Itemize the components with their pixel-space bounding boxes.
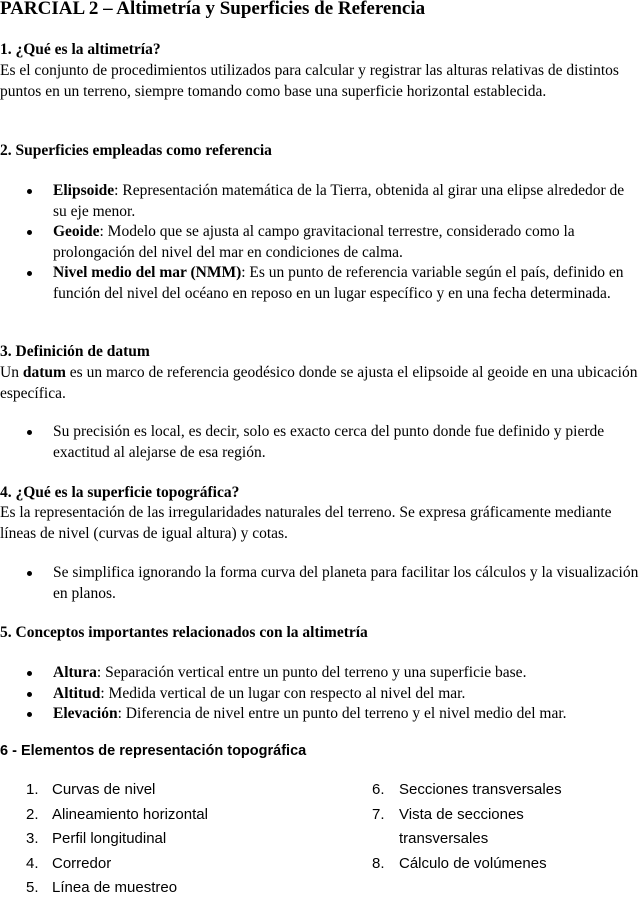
list-item-text: Secciones transversales [399, 781, 562, 798]
bullet-icon [27, 571, 32, 576]
bullet-icon [27, 692, 32, 697]
list-item [0, 222, 639, 263]
section-4-heading: 4. ¿Qué es la superficie topográfica? [0, 484, 240, 501]
list-item [372, 803, 562, 828]
list-item [372, 852, 562, 877]
list-item [0, 663, 639, 684]
list-number: 7. [372, 805, 385, 823]
list-number: 4. [26, 854, 39, 872]
section-2-heading: 2. Superficies empleadas como referencia [0, 142, 272, 159]
list-number: 3. [26, 830, 39, 848]
list-item [0, 803, 208, 828]
definition: : Es un punto de referencia variable según el país, definido en función del nivel del océano en reposo en un lugar específico y en una fecha determinada. [53, 264, 624, 302]
section-6-heading: 6 - Elementos de representación topográfica [0, 743, 307, 759]
term: Elipsoide [53, 182, 115, 199]
definition: : Medida vertical de un lugar con respecto al nivel del mar. [100, 684, 466, 702]
section-6-list-left [0, 778, 208, 901]
list-number: 8. [372, 854, 385, 872]
list-number: 5. [26, 879, 39, 897]
section-1-heading: 1. ¿Qué es la altimetría? [0, 41, 161, 58]
definition: : Separación vertical entre un punto del terreno y una superficie base. [96, 664, 527, 681]
section-6-list-right [372, 778, 562, 876]
bullet-icon [27, 430, 32, 435]
term: Elevación [53, 705, 118, 722]
section-2-list [0, 181, 639, 304]
term: Altura [53, 664, 97, 681]
text-fragment: es un marco de referencia geodésico donde se ajusta el elipsoide al geoide en una ubicación específica. [0, 364, 638, 402]
section-5-heading: 5. Conceptos importantes relacionados con la altimetría [0, 624, 368, 641]
term: Nivel medio del mar (NMM) [53, 264, 242, 281]
list-item [0, 778, 208, 803]
list-item-text: transversales [399, 830, 489, 848]
list-item-text: Vista de secciones [399, 805, 524, 823]
term: datum [22, 364, 66, 381]
list-item-text: Su precisión es local, es decir, solo es exacto cerca del punto donde fue definido y pierde exactitud al alejarse de esa región. [53, 423, 605, 461]
list-item [0, 827, 208, 852]
section-3-list [0, 422, 639, 463]
section-4-text: Es la representación de las irregularidades naturales del terreno. Se expresa gráficamente mediante líneas de nivel (curvas de igual altura) y cotas. [0, 504, 612, 542]
definition: : Modelo que se ajusta al campo gravitacional terrestre, considerado como la prolongación del nivel del mar en condiciones de calma. [53, 223, 575, 261]
list-item-text: Línea de muestreo [52, 879, 178, 897]
list-item [0, 181, 639, 222]
section-1-text: Es el conjunto de procedimientos utilizados para calcular y registrar las alturas relativas de distintos puntos en un terreno, siempre tomando como base una superficie horizontal establecida. [0, 62, 619, 100]
list-item [0, 263, 639, 304]
section-5-list [0, 663, 639, 725]
bullet-icon [27, 712, 32, 717]
list-item-text: Alineamiento horizontal [52, 805, 208, 823]
bullet-icon [27, 671, 32, 676]
section-3-heading: 3. Definición de datum [0, 343, 150, 360]
bullet-icon [27, 230, 32, 235]
list-item [372, 827, 562, 852]
list-item [0, 563, 639, 604]
definition: : Representación matemática de la Tierra, obtenida al girar una elipse alrededor de su eje menor. [53, 182, 625, 220]
term: Geoide [53, 223, 100, 240]
list-item [0, 704, 639, 725]
section-4-list [0, 563, 639, 604]
list-number: 6. [372, 781, 385, 798]
list-item [0, 852, 208, 877]
list-number: 1. [26, 781, 39, 798]
section-3-text [0, 363, 639, 404]
list-item [0, 422, 639, 463]
definition: : Diferencia de nivel entre un punto del terreno y el nivel medio del mar. [117, 705, 567, 722]
list-item [0, 684, 639, 705]
list-item [372, 778, 562, 803]
list-item-text: Perfil longitudinal [52, 830, 167, 848]
list-item-text: Cálculo de volúmenes [399, 854, 547, 872]
term: Altitud [53, 684, 101, 702]
list-item-text: Se simplifica ignorando la forma curva del planeta para facilitar los cálculos y la visualización en planos. [53, 564, 639, 602]
bullet-icon [27, 271, 32, 276]
list-number: 2. [26, 805, 39, 823]
list-item-text: Curvas de nivel [52, 781, 156, 798]
document-title: PARCIAL 2 – Altimetría y Superficies de Referencia [0, 0, 426, 19]
text-fragment: Un [0, 364, 23, 381]
list-item-text: Corredor [52, 854, 112, 872]
list-item [0, 876, 208, 901]
bullet-icon [27, 189, 32, 194]
